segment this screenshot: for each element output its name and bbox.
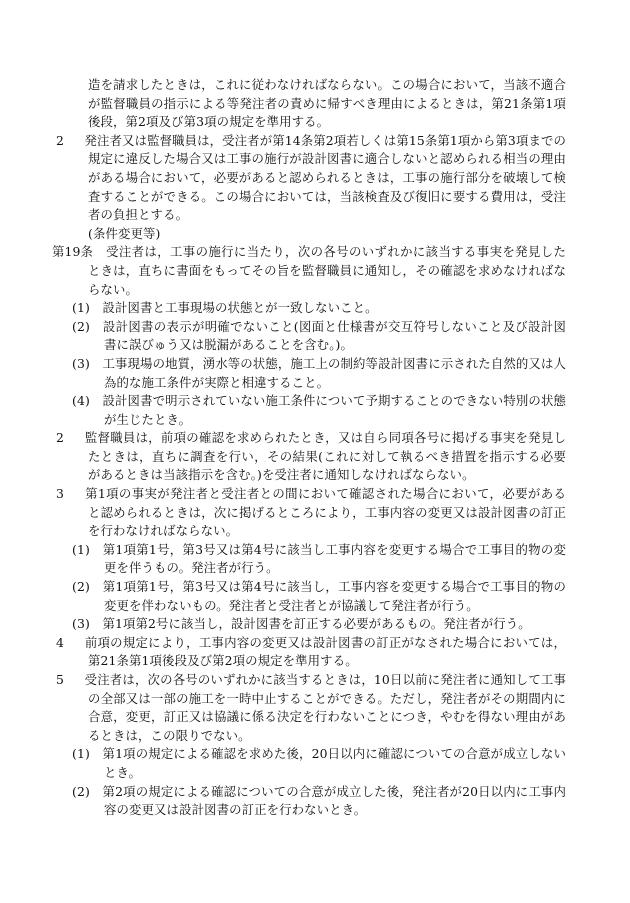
article-19 [52, 243, 566, 299]
paragraph-text: 第1項の事実が発注者と受注者との間において確認された場合において，必要があると認められるときは，次に掲げるところにより，工事内容の変更又は設計図書の訂正を行わなければならない。 [85, 486, 566, 539]
continued-paragraph [70, 76, 566, 132]
item-text: 第1項第2号に該当し，設計図書を訂正する必要があるもの。発注者が行う。 [102, 616, 531, 632]
paragraph-2: 2 発注者又は監督職員は，受注者が第14条第2項若しくは第15条第1項から第3項までの規定に違反した場合又は工事の施行が設計図書に適合しないと認められる相当の理由がある場合において，必要があると認められるときは，工事の施行部分を破壊して検査することができる。この場合においては，当該検査及び復旧に要する費用は，受注者の負担とする。 [56, 132, 566, 223]
item-text: 設計図書と工事現場の状態とが一致しないこと。 [102, 300, 378, 316]
article-number: 第19条 [52, 244, 94, 260]
paragraph-text: 造を請求したときは，これに従わなければならない。この場合において，当該不適合が監督職員の指示による等発注者の責めに帰すべき理由によるときは，第21条第1項後段，第2項及び第3項の規定を準用する。 [88, 77, 566, 130]
paragraph-text: 受注者は，次の各号のいずれかに該当するときは，10日以前に発注者に通知して工事の全部又は一部の施工を一時中止することができる。ただし，発注者がその期間内に合意，変更，訂正又は協議に係る決定を行わないことにつき，やむを得ない理由があるときは，この限りでない。 [84, 672, 567, 743]
item-text: 第2項の規定による確認についての合意が成立した後，発注者が20日以内に工事内容の変更又は設計図書の訂正を行わないとき。 [102, 783, 567, 818]
heading-text: (条件変更等) [88, 225, 161, 241]
paragraph-text: 監督職員は，前項の確認を求められたとき，又は自ら同項各号に掲げる事実を発見したときは，直ちに調査を行い，その結果(これに対して執るべき措置を指示する必要があるときは当該指示を含む。)を受注者に通知しなければならない。 [84, 430, 566, 483]
item-text: 第1項第1号，第3号又は第4号に該当し，工事内容を変更する場合で工事目的物の変更を伴わないもの。発注者と受注者とが協議して発注者が行う。 [102, 579, 566, 613]
item-text: 設計図書の表示が明確でないこと(図面と仕様書が交互符号しないこと及び設計図書に誤びゅう又は脱漏があることを含む。)。 [102, 318, 566, 353]
article-heading [70, 225, 566, 244]
item-number: (1) [72, 541, 90, 557]
item-number: (2) [72, 318, 90, 334]
item-1 [70, 299, 566, 318]
item-3 [70, 355, 566, 392]
paragraph-2: 2 監督職員は，前項の確認を求められたとき，又は自ら同項各号に掲げる事実を発見したときは，直ちに調査を行い，その結果(これに対して執るべき措置を指示する必要があるときは当該指示を含む。)を受注者に通知しなければならない。 [56, 430, 566, 483]
item-4 [70, 392, 566, 429]
item-text: 設計図書で明示されていない施工条件について予期することのできない特別の状態が生じたとき。 [102, 393, 566, 427]
item-1 [70, 745, 566, 782]
article-text: 受注者は，工事の施行に当たり，次の各号のいずれかに該当する事実を発見したときは，直ちに書面をもってその旨を監督職員に通知し，その確認を求めなければならない。 [88, 244, 566, 297]
item-number: (3) [72, 616, 90, 632]
item-number: (2) [72, 579, 90, 595]
item-3 [70, 615, 566, 634]
paragraph-text: 発注者又は監督職員は，受注者が第14条第2項若しくは第15条第1項から第3項までの規定に違反した場合又は工事の施行が設計図書に適合しないと認められる相当の理由がある場合において，必要があると認められるときは，工事の施行部分を破壊して検査することができる。この場合においては，当該検査及び復旧に要する費用は，受注者の負担とする。 [84, 132, 566, 223]
item-2 [70, 318, 566, 355]
item-text: 第1項の規定による確認を求めた後，20日以内に確認についての合意が成立しないとき。 [102, 746, 567, 780]
item-number: (2) [72, 783, 90, 799]
item-number: (1) [72, 300, 90, 316]
item-number: (3) [72, 355, 90, 371]
item-2 [70, 578, 566, 615]
paragraph-5: 5 受注者は，次の各号のいずれかに該当するときは，10日以前に発注者に通知して工事の全部又は一部の施工を一時中止することができる。ただし，発注者がその期間内に合意，変更，訂正又は協議に係る決定を行わないことにつき，やむを得ない理由があるときは，この限りでない。 [56, 672, 567, 743]
item-number: (4) [72, 393, 90, 409]
item-2 [70, 783, 566, 820]
paragraph-text: 前項の規定により，工事内容の変更又は設計図書の訂正がなされた場合においては，第21条第1項後段及び第2項の規定を準用する。 [84, 634, 566, 669]
item-text: 第1項第1号，第3号又は第4号に該当し工事内容を変更する場合で工事目的物の変更を伴うもの。発注者が行う。 [102, 541, 566, 576]
paragraph-3: 3 第1項の事実が発注者と受注者との間において確認された場合において，必要があると認められるときは，次に掲げるところにより，工事内容の変更又は設計図書の訂正を行わなければならない。 [56, 486, 566, 539]
paragraph-4: 4 前項の規定により，工事内容の変更又は設計図書の訂正がなされた場合においては，第21条第1項後段及び第2項の規定を準用する。 [56, 634, 566, 669]
item-1 [70, 541, 566, 578]
item-text: 工事現場の地質，湧水等の状態，施工上の制約等設計図書に示された自然的又は人為的な施工条件が実際と相違すること。 [102, 355, 566, 390]
item-number: (1) [72, 746, 90, 762]
